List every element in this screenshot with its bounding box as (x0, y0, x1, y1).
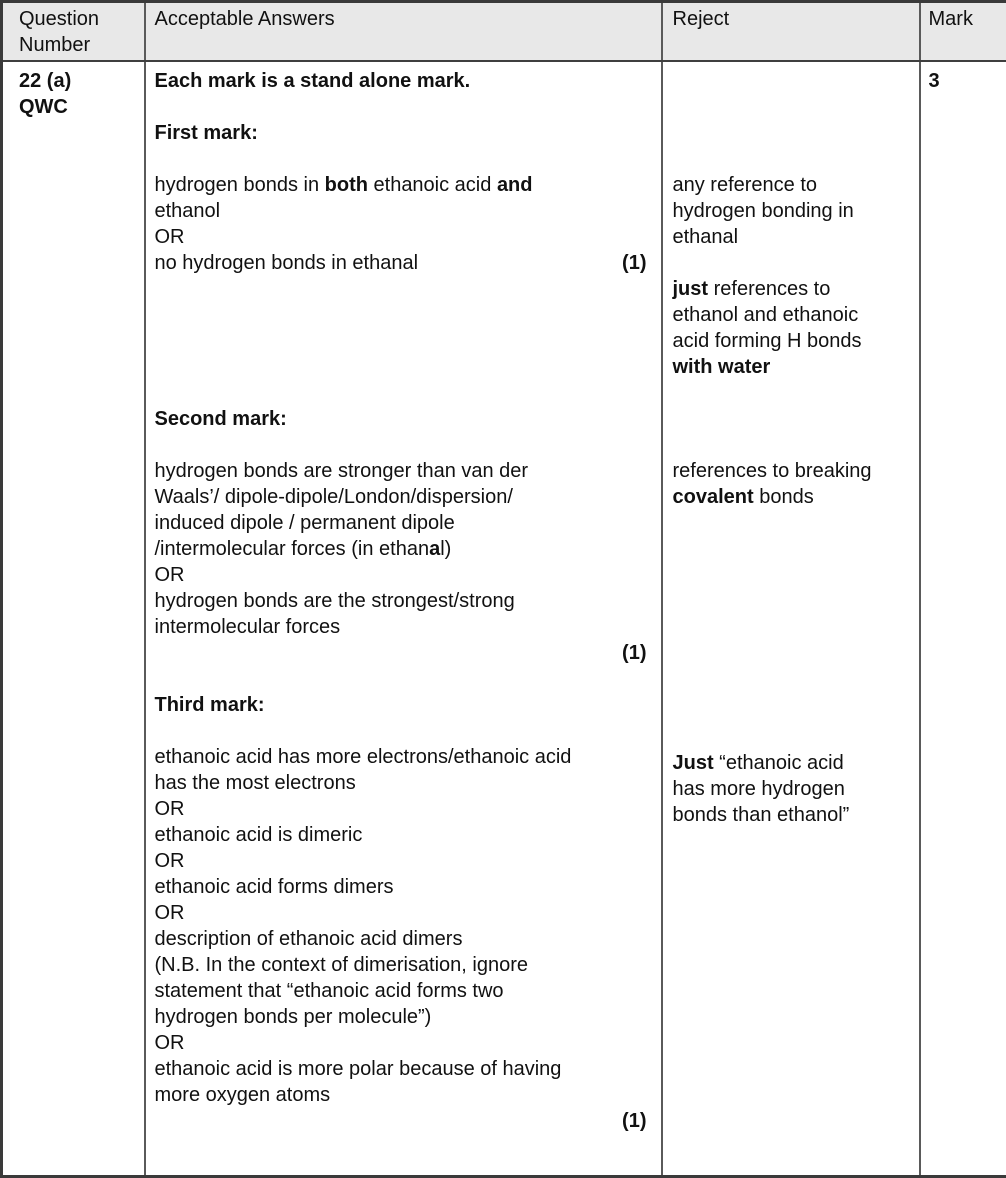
third-mark-points: (1) (155, 1108, 647, 1134)
second-mark-heading: Second mark: (155, 406, 647, 432)
header-mark: Mark (920, 2, 1006, 62)
header-question-number: Question Number (2, 2, 145, 62)
third-mark-body: ethanoic acid has more electrons/ethanoic acid has the most electrons OR ethanoic acid is dimeric OR ethanoic acid forms dimers OR description of ethanoic acid dimers (N.B. In the context of dimerisation, ignore statement that “ethanoic acid forms two hydrogen bonds per molecule”) OR ethanoic acid is more polar because of having more oxygen atoms (155, 744, 647, 1108)
question-number-cell (2, 61, 145, 1176)
reject-h-bonds-with-water: just references to ethanol and ethanoic acid forming H bonds with water (673, 276, 911, 380)
header-acceptable-answers: Acceptable Answers (145, 2, 662, 62)
first-mark-body: hydrogen bonds in both ethanoic acid and ethanol OR no hydrogen bonds in ethanal (1) (155, 172, 647, 276)
mark-cell (920, 61, 1006, 1176)
first-mark-heading: First mark: (155, 120, 647, 146)
reject-covalent-bonds: references to breaking covalent bonds (673, 458, 911, 510)
header-row (2, 2, 1006, 62)
mark-value: 3 (929, 70, 940, 92)
reject-cell (662, 61, 920, 1176)
second-mark-points: (1) (155, 640, 647, 666)
acceptable-answers-cell (145, 61, 662, 1176)
question-row (2, 61, 1006, 1176)
third-mark-heading: Third mark: (155, 692, 647, 718)
header-reject: Reject (662, 2, 920, 62)
reject-ethanal-reference: any reference to hydrogen bonding in ethanal (673, 172, 911, 250)
question-number: 22 (a) QWC (19, 68, 138, 120)
acceptable-intro: Each mark is a stand alone mark. (155, 68, 647, 94)
second-mark-body: hydrogen bonds are stronger than van der Waals’/ dipole-dipole/London/dispersion/ induced dipole / permanent dipole /intermolecular forces (in ethanal) OR hydrogen bonds are the strongest/strong intermolecular forces (155, 458, 647, 640)
reject-more-hydrogen-bonds: Just “ethanoic acid has more hydrogen bonds than ethanol” (673, 750, 911, 828)
